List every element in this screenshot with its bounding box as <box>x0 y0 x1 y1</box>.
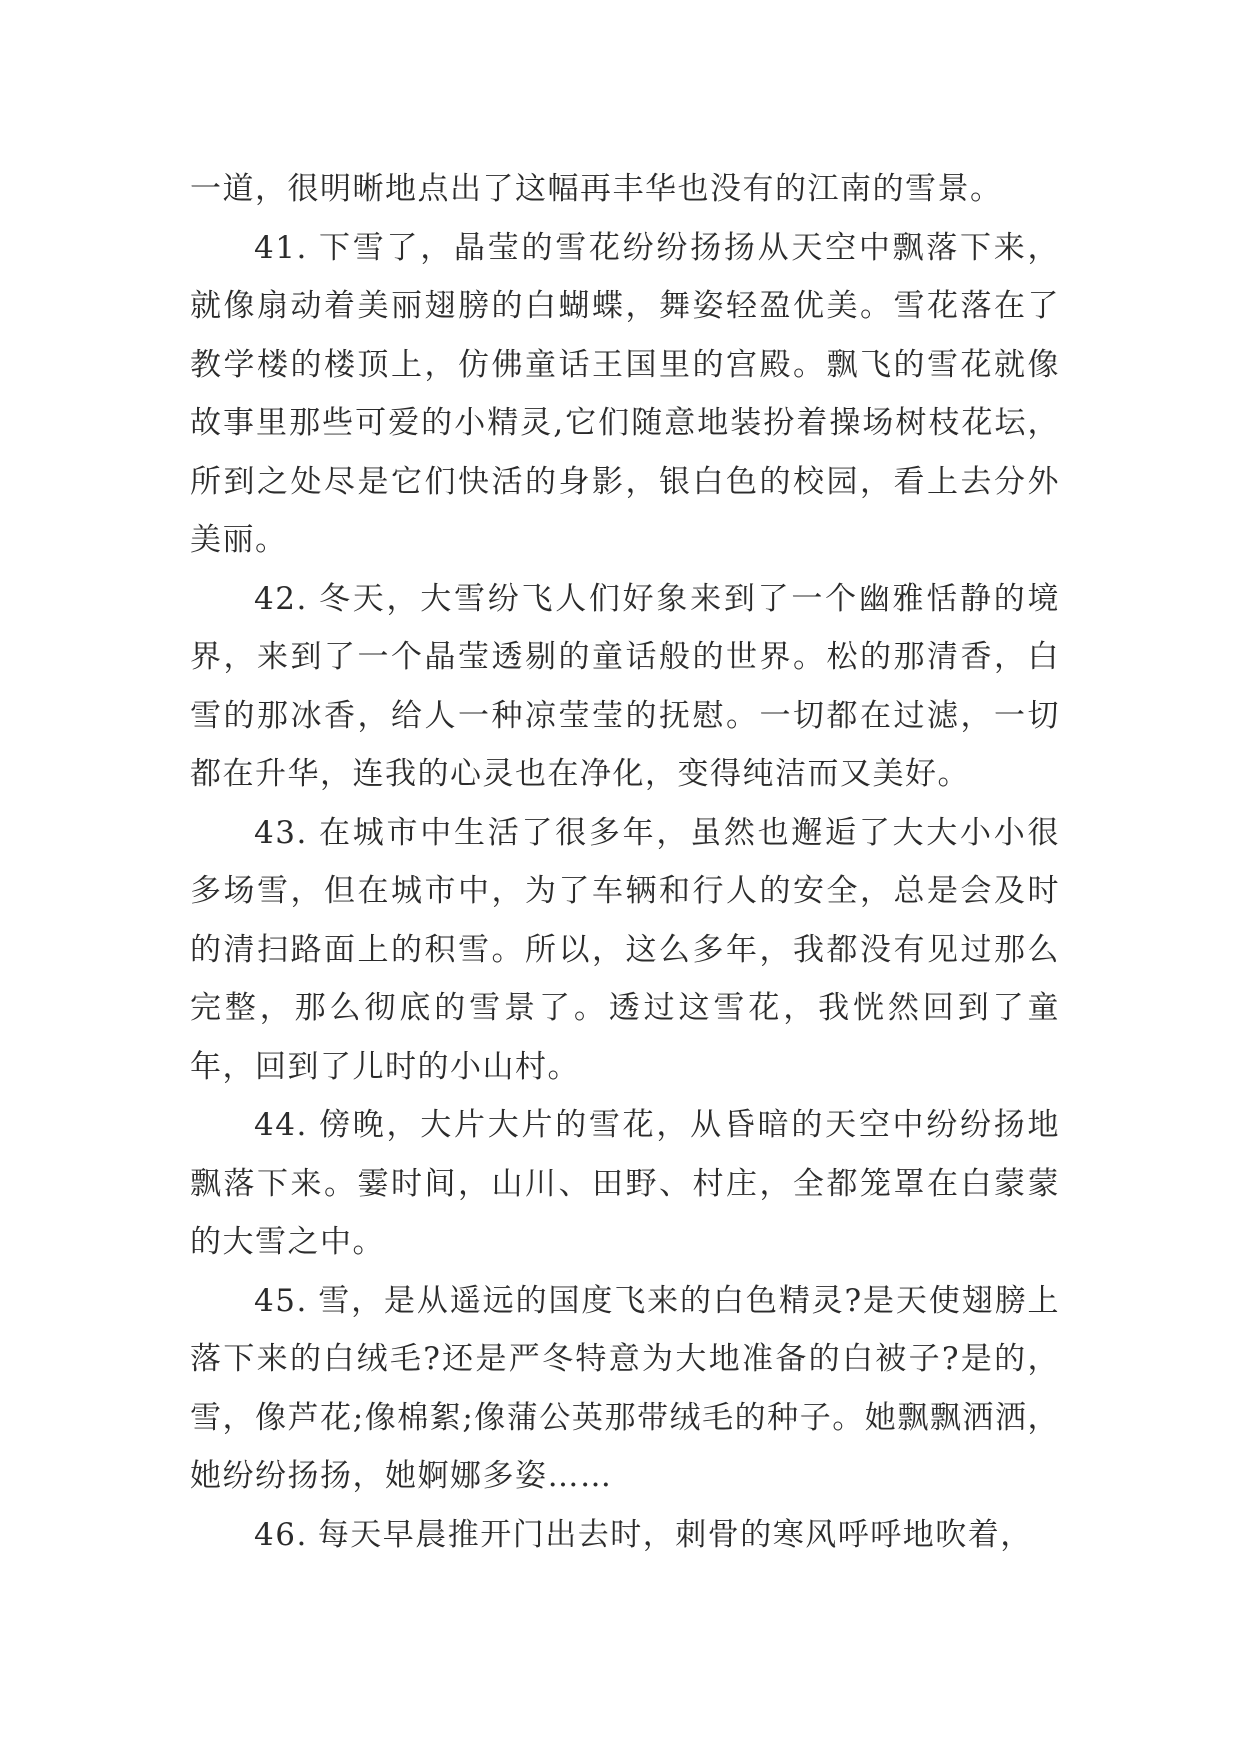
paragraph-text: 傍晚，大片大片的雪花，从昏暗的天空中纷纷扬地飘落下来。霎时间，山川、田野、村庄，全都笼罩在白蒙蒙的大雪之中。 <box>190 1107 1060 1260</box>
paragraph-42 <box>190 570 1060 804</box>
paragraph-text: 一道，很明晰地点出了这幅再丰华也没有的江南的雪景。 <box>190 171 1003 207</box>
paragraph-43 <box>190 804 1060 1097</box>
paragraph-46 <box>190 1506 1060 1565</box>
paragraph-number: 46. <box>254 1516 308 1553</box>
paragraph-44 <box>190 1096 1060 1272</box>
paragraph-text: 下雪了，晶莹的雪花纷纷扬扬从天空中飘落下来，就像扇动着美丽翅膀的白蝴蝶，舞姿轻盈优美。雪花落在了教学楼的楼顶上，仿佛童话王国里的宫殿。飘飞的雪花就像故事里那些可爱的小精灵,它们随意地装扮着操场树枝花坛，所到之处尽是它们快活的身影，银白色的校园，看上去分外美丽。 <box>190 229 1060 558</box>
paragraph-number: 44. <box>254 1107 308 1143</box>
paragraph-41 <box>190 219 1060 570</box>
paragraph-number: 43. <box>254 814 308 851</box>
paragraph-text: 冬天，大雪纷飞人们好象来到了一个幽雅恬静的境界，来到了一个晶莹透剔的童话般的世界。松的那清香，白雪的那冰香，给人一种凉莹莹的抚慰。一切都在过滤，一切都在升华，连我的心灵也在净化，变得纯洁而又美好。 <box>190 580 1060 792</box>
paragraph-45 <box>190 1272 1060 1506</box>
paragraph-number: 45. <box>254 1282 308 1319</box>
paragraph-continuation <box>190 160 1060 219</box>
paragraph-text: 每天早晨推开门出去时，刺骨的寒风呼呼地吹着， <box>317 1516 1033 1553</box>
paragraph-text: 在城市中生活了很多年，虽然也邂逅了大大小小很多场雪，但在城市中，为了车辆和行人的安全，总是会及时的清扫路面上的积雪。所以，这么多年，我都没有见过那么完整，那么彻底的雪景了。透过这雪花，我恍然回到了童年，回到了儿时的小山村。 <box>190 814 1060 1085</box>
document-body <box>190 160 1060 1564</box>
paragraph-number: 41. <box>254 229 308 266</box>
paragraph-text: 雪，是从遥远的国度飞来的白色精灵?是天使翅膀上落下来的白绒毛?还是严冬特意为大地准备的白被子?是的，雪，像芦花;像棉絮;像蒲公英那带绒毛的种子。她飘飘洒洒，她纷纷扬扬，她婀娜多姿…… <box>190 1282 1060 1494</box>
paragraph-number: 42. <box>254 580 308 617</box>
